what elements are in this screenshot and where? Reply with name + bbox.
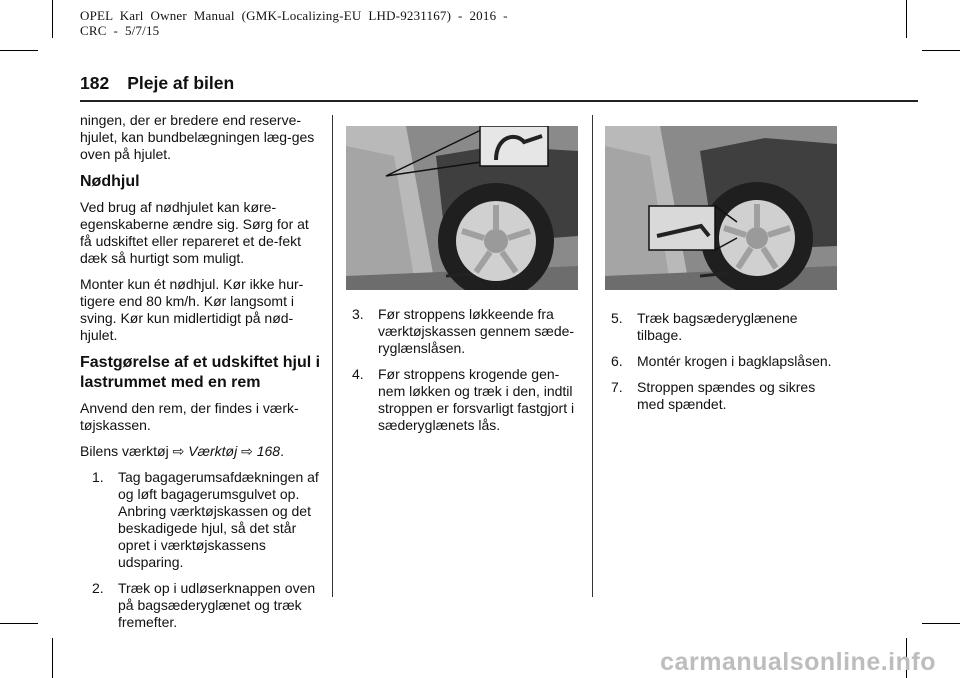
step-list bbox=[611, 310, 845, 413]
heading-spare-wheel: Nødhjul bbox=[80, 173, 140, 190]
column-3 bbox=[605, 126, 845, 422]
illustration-strap-loop bbox=[346, 126, 578, 290]
paragraph: Monter kun ét nødhjul. Kør ikke hur-tigere end 80 km/h. Kør langsomt i sving. Kør kun midlertidigt på nød-hjulet. bbox=[80, 276, 304, 343]
step-list bbox=[352, 306, 580, 434]
page-number: 182 bbox=[80, 73, 110, 93]
column-divider bbox=[592, 115, 593, 597]
intro-paragraph: ningen, der er bredere end reserve-hjulet, kan bundbelægningen læg-ges oven på hjulet. bbox=[80, 112, 315, 162]
column-2 bbox=[346, 126, 580, 443]
crop-mark bbox=[906, 0, 907, 38]
crop-mark bbox=[52, 638, 53, 678]
list-item: 6. Montér krogen i bagklapslåsen. bbox=[611, 353, 832, 369]
crop-mark bbox=[922, 623, 960, 624]
column-1 bbox=[80, 112, 324, 640]
list-item: 7. Stroppen spændes og sikres med spændet. bbox=[611, 379, 816, 412]
paragraph: Ved brug af nødhjulet kan køre-egenskaberne ændre sig. Sørg for at få udskiftet eller repareret et de-fekt dæk så hurtigt som muligt. bbox=[80, 199, 309, 266]
crop-mark bbox=[0, 50, 38, 51]
reference-arrow-icon: ⇨ bbox=[172, 443, 185, 459]
page-title bbox=[80, 73, 234, 94]
list-item: 4. Før stroppens krogende gen-nem løkken og træk i den, indtil stroppen er forsvarligt fastgjort i sæderyglænets lås. bbox=[352, 366, 575, 433]
illustration-strap-hook bbox=[605, 126, 837, 290]
column-divider bbox=[332, 115, 333, 597]
running-header: OPEL Karl Owner Manual (GMK-Localizing-EU LHD-9231167) - 2016 - CRC - 5/7/15 bbox=[80, 8, 508, 38]
paragraph: Anvend den rem, der findes i værk-tøjskassen. bbox=[80, 400, 299, 433]
reference-link[interactable]: Værktøj bbox=[188, 443, 238, 459]
cross-reference: Bilens værktøj ⇨ Værktøj ⇨ 168. bbox=[80, 443, 284, 459]
crop-mark bbox=[922, 50, 960, 51]
crop-mark bbox=[0, 623, 38, 624]
list-item: 2. Træk op i udløserknappen oven på bagsæderyglænet og træk fremefter. bbox=[92, 580, 316, 630]
watermark: carmanualsonline.info bbox=[660, 648, 936, 676]
reference-page[interactable]: 168 bbox=[256, 443, 281, 459]
list-item: 1. Tag bagagerumsafdækningen af og løft bagagerumsgulvet op. Anbring værktøjskassen og det beskadigede hjul, så det står opret i værktøjskassens udsparing. bbox=[92, 469, 319, 570]
section-title: Pleje af bilen bbox=[127, 73, 235, 93]
heading-secure-wheel: Fastgørelse af et udskiftet hjul i lastrummet med en rem bbox=[80, 354, 321, 391]
list-item: 5. Træk bagsæderyglænene tilbage. bbox=[611, 310, 798, 343]
step-list bbox=[92, 469, 324, 631]
list-item: 3. Før stroppens løkkeende fra værktøjskassen gennem sæde-ryglænslåsen. bbox=[352, 306, 575, 356]
crop-mark bbox=[52, 0, 53, 38]
reference-arrow-icon: ⇨ bbox=[241, 443, 253, 459]
header-rule bbox=[80, 100, 918, 102]
